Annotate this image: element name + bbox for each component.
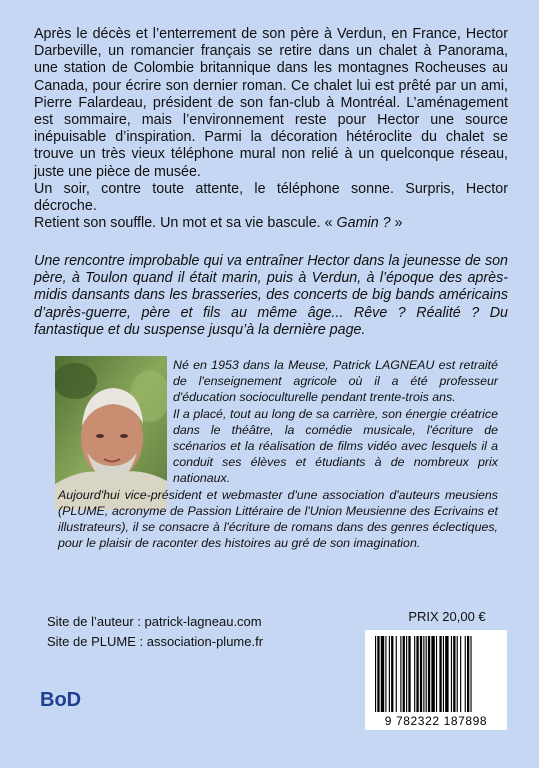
- barcode-bar: [408, 636, 410, 712]
- barcode-bar: [436, 636, 437, 712]
- synopsis-p3-start: Retient son souffle. Un mot et sa vie bascule. «: [34, 215, 337, 232]
- synopsis: [34, 26, 508, 232]
- barcode-bar: [426, 636, 427, 712]
- barcode-bar: [400, 636, 401, 712]
- website-links: [47, 612, 263, 652]
- price: PRIX 20,00 €: [408, 609, 486, 624]
- barcode-bar: [431, 636, 434, 712]
- barcode-bar: [428, 636, 430, 712]
- bio-paragraph-1: Né en 1953 dans la Meuse, Patrick LAGNEAU est retraité de l'enseignement agricole où il a été professeur d'éducation socioculturelle pendant trente-trois ans.: [173, 358, 498, 405]
- barcode-bar: [445, 636, 448, 712]
- publisher-logo: BoD: [40, 689, 82, 711]
- barcode-bar: [403, 636, 405, 712]
- barcode-bar: [420, 636, 422, 712]
- barcode-bar: [423, 636, 424, 712]
- barcode-bar: [443, 636, 444, 712]
- barcode-bar: [375, 636, 376, 712]
- barcode-bar: [396, 636, 397, 712]
- plume-website[interactable]: Site de PLUME : association-plume.fr: [47, 634, 264, 649]
- quote-title: Gamin ?: [336, 215, 391, 232]
- barcode-bar: [385, 636, 386, 712]
- synopsis-paragraph-1: Après le décès et l’enterrement de son père à Verdun, en France, Hector Darbeville, un romancier français se retire dans un chalet à Panorama, une station de Colombie britannique dans les montagnes Rocheuses au Canada, pour écrire son dernier roman. Ce chalet lui est prêté par un ami, Pierre Falardeau, président de son fan-club à Montréal. L’aménagement est sommaire, mais l’environnement reste pour Hector une source inépuisable d’inspiration. Parmi la décoration hétéroclite du chalet se trouve un très vieux téléphone mural non relié à un quelconque réseau, juste une pièce de musée.: [34, 26, 508, 180]
- barcode-bar: [377, 636, 379, 712]
- barcode: [365, 630, 507, 730]
- barcode-bar: [460, 636, 461, 712]
- teaser: Une rencontre improbable qui va entraîner Hector dans la jeunesse de son père, à Toulon quand il était marin, puis à Verdun, à l’époque des après-midis dansants dans les brasseries, des concerts de big bands américains d’après-guerre, père et fils au même âge... Rêve ? Réalité ? Du fantastique et du suspense jusqu’à la dernière page.: [34, 253, 508, 338]
- barcode-bar: [439, 636, 441, 712]
- barcode-bar: [389, 636, 390, 712]
- author-bio: [58, 357, 498, 551]
- bio-paragraph-3: Aujourd'hui vice-président et webmaster d'une association d'auteurs meusiens (PLUME, acronyme de Passion Littéraire de l'Union Meusienne des Ecrivains et illustrateurs), il se consacre à l'écriture de romans dans des genres éclectiques, pour le plaisir de raconter des histoires au gré de son imagination.: [58, 487, 498, 551]
- barcode-bar: [467, 636, 469, 712]
- synopsis-paragraph-2: Un soir, contre toute attente, le téléphone sonne. Surpris, Hector décroche.: [34, 180, 508, 215]
- barcode-bar: [391, 636, 393, 712]
- bio-paragraph-2: Il a placé, tout au long de sa carrière, son énergie créatrice dans le théâtre, la comédie musicale, l'écriture de scénarios et la réalisation de films vidéo avec lesquels il a conduit ses élèves et étudiants à de nombreux prix nationaux.: [173, 406, 498, 486]
- barcode-bar: [406, 636, 407, 712]
- barcode-bar: [416, 636, 418, 712]
- barcode-bar: [451, 636, 452, 712]
- barcode-bar: [470, 636, 471, 712]
- synopsis-paragraph-3: [34, 215, 508, 232]
- barcode-bar: [414, 636, 415, 712]
- barcode-bar: [465, 636, 466, 712]
- barcode-bar: [453, 636, 455, 712]
- synopsis-p3-end: »: [390, 215, 403, 232]
- barcode-bar: [457, 636, 458, 712]
- barcode-number: 9 782322 187898: [384, 714, 488, 728]
- author-website[interactable]: Site de l’auteur : patrick-lagneau.com: [47, 614, 262, 629]
- barcode-bar: [381, 636, 384, 712]
